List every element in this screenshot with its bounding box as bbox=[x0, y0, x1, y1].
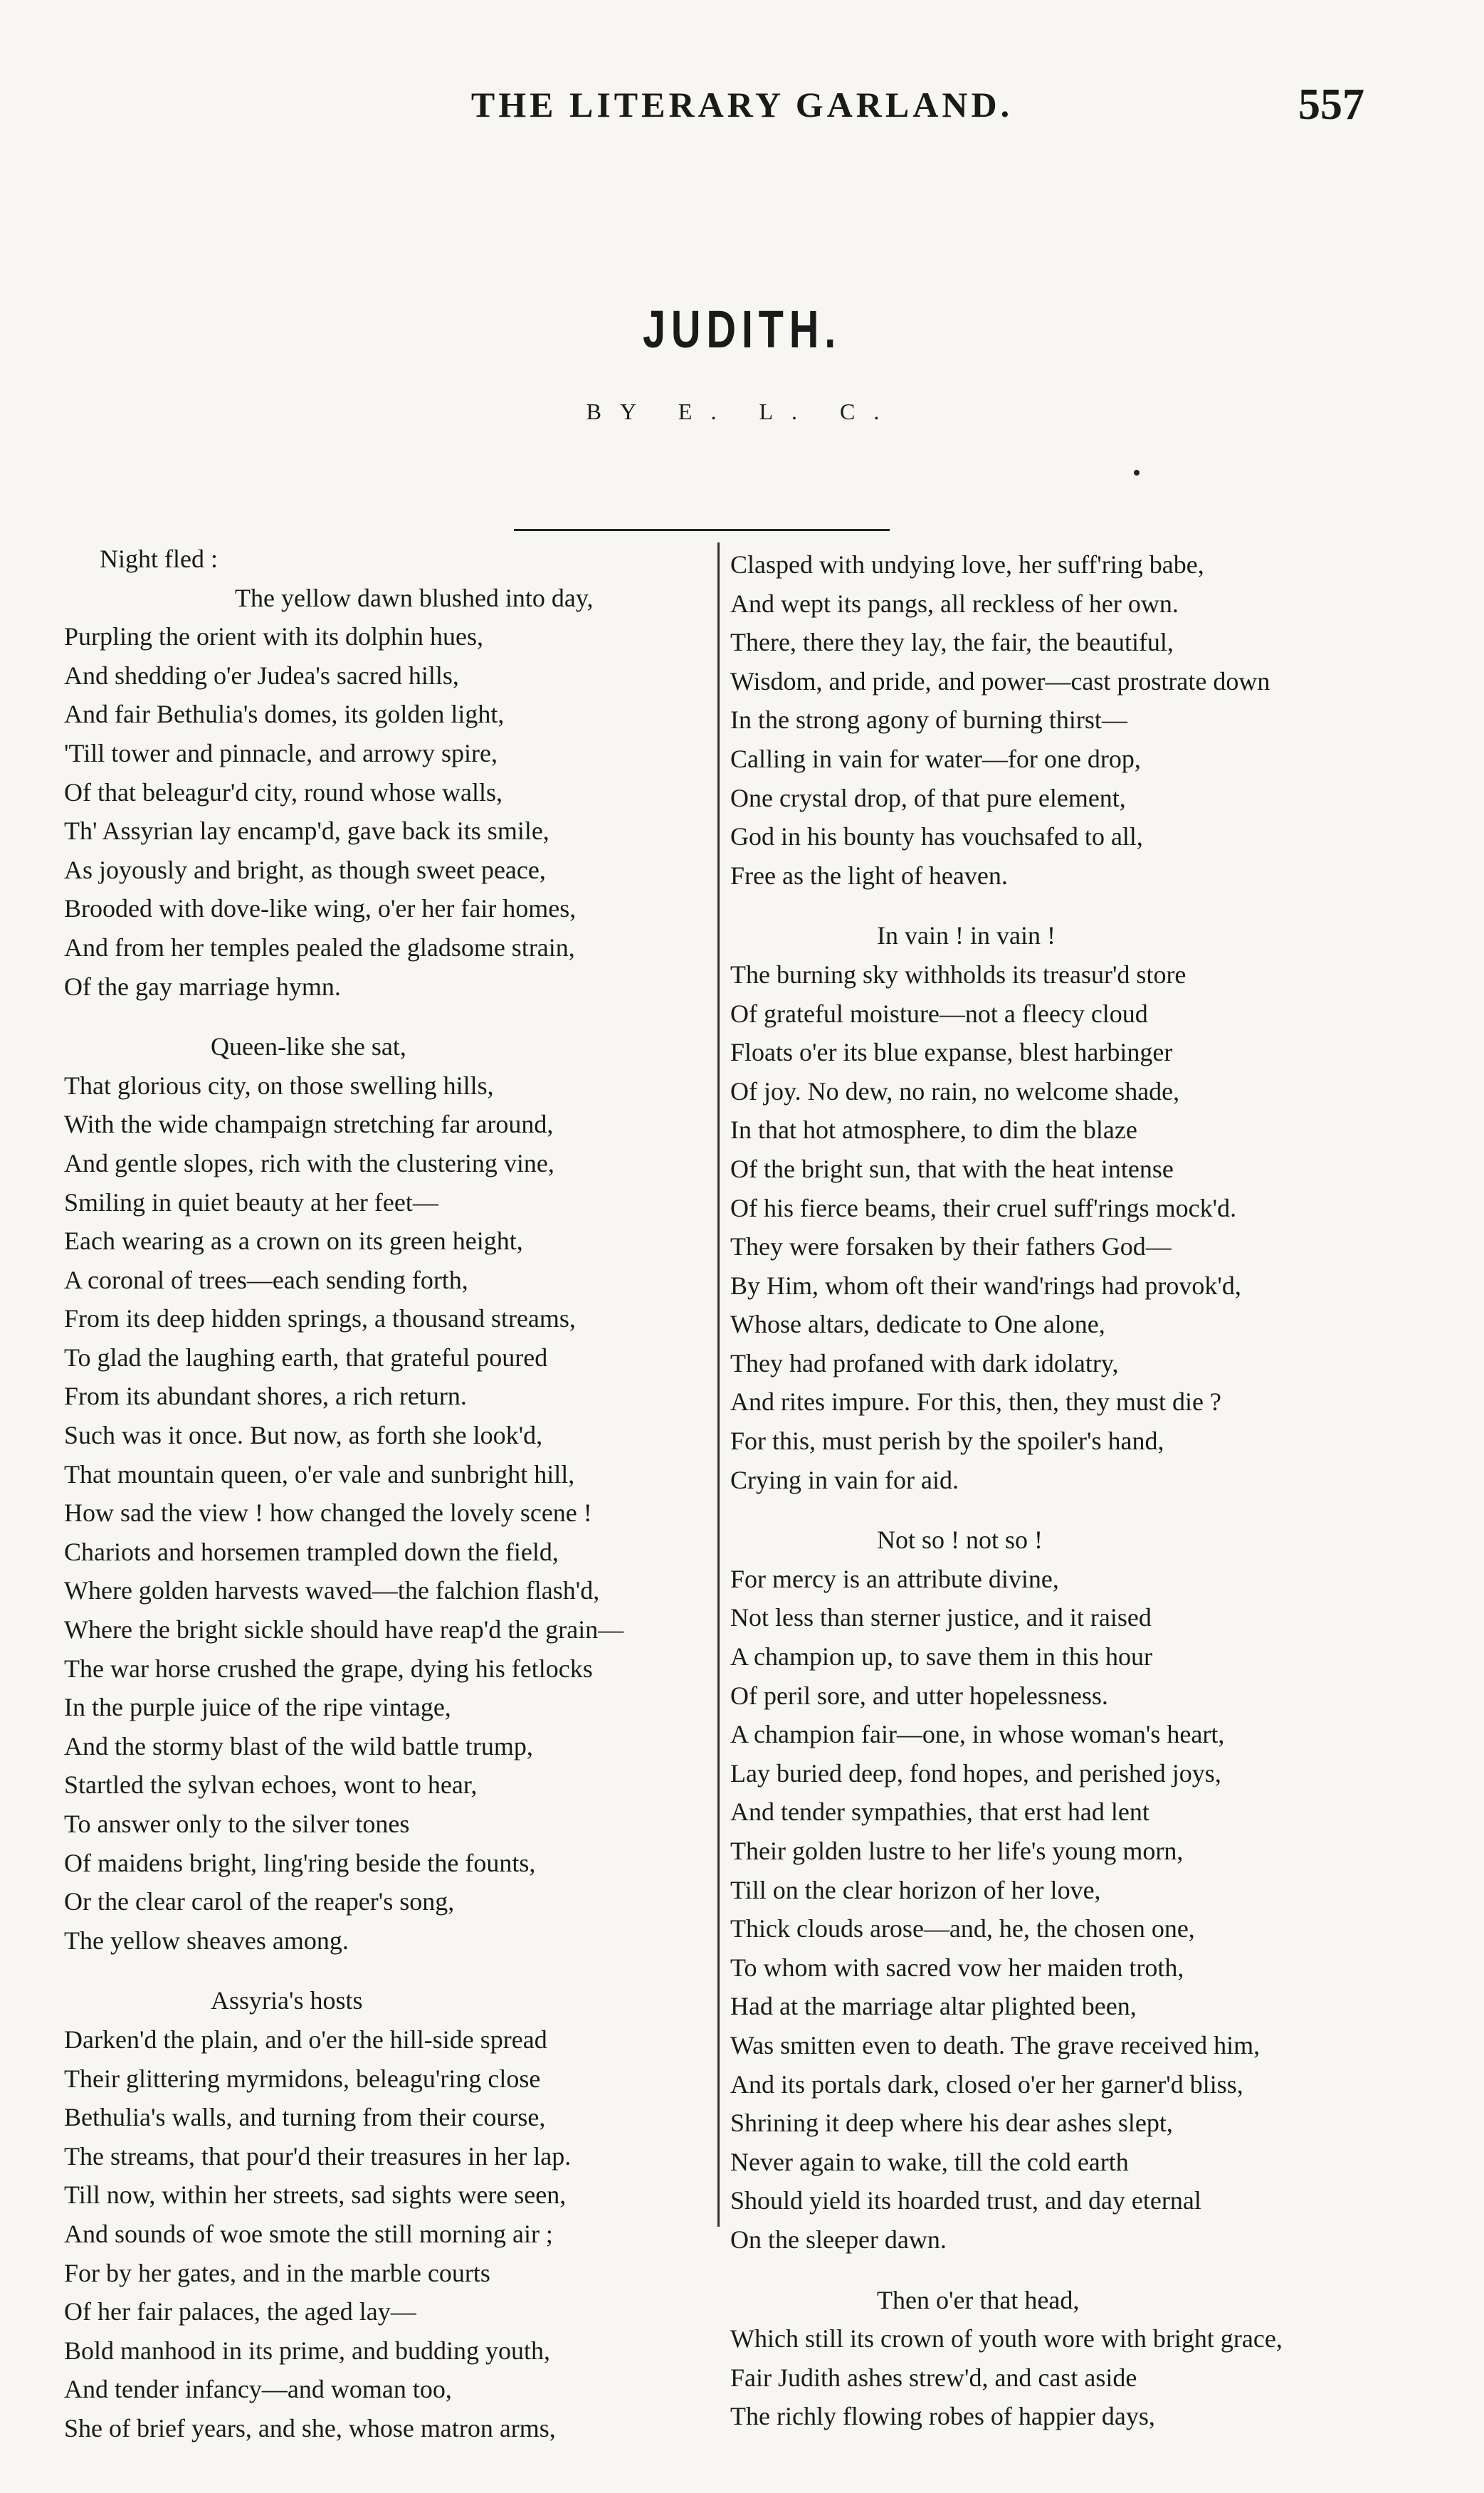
verse-line: God in his bounty has vouchsafed to all, bbox=[730, 822, 1143, 851]
verse-line: On the sleeper dawn. bbox=[730, 2225, 947, 2254]
verse-line: Bethulia's walls, and turning from their course, bbox=[64, 2103, 546, 2132]
verse-line: From its deep hidden springs, a thousand streams, bbox=[64, 1304, 576, 1333]
verse-line: And its portals dark, closed o'er her garner'd bliss, bbox=[730, 2069, 1243, 2099]
verse-line: And gentle slopes, rich with the clustering vine, bbox=[64, 1148, 554, 1177]
verse-line: And from her temples pealed the gladsome strain, bbox=[64, 933, 575, 962]
verse-line: Should yield its hoarded trust, and day eternal bbox=[730, 2186, 1201, 2215]
column-divider bbox=[717, 542, 720, 2227]
verse-line: And wept its pangs, all reckless of her own. bbox=[730, 589, 1179, 618]
verse-line: Queen-like she sat, bbox=[211, 1032, 406, 1061]
verse-line: A coronal of trees—each sending forth, bbox=[64, 1265, 468, 1294]
verse-line: Whose altars, dedicate to One alone, bbox=[730, 1310, 1105, 1339]
verse-line: Clasped with undying love, her suff'ring babe, bbox=[730, 550, 1204, 579]
verse-line: Never again to wake, till the cold earth bbox=[730, 2147, 1129, 2176]
verse-line: That glorious city, on those swelling hills, bbox=[64, 1071, 494, 1100]
verse-line: They were forsaken by their fathers God— bbox=[730, 1232, 1172, 1261]
verse-line: That mountain queen, o'er vale and sunbright hill, bbox=[64, 1459, 575, 1489]
verse-line: The burning sky withholds its treasur'd store bbox=[730, 960, 1186, 989]
verse-line: Where the bright sickle should have reap'd the grain— bbox=[64, 1615, 624, 1644]
verse-line: Of the bright sun, that with the heat intense bbox=[730, 1154, 1174, 1183]
verse-line: A champion fair—one, in whose woman's heart, bbox=[730, 1720, 1225, 1749]
verse-line: In the strong agony of burning thirst— bbox=[730, 705, 1127, 735]
poem-byline: BY E. L. C. bbox=[586, 399, 898, 424]
verse-line: Or the clear carol of the reaper's song, bbox=[64, 1887, 455, 1916]
verse-line: Fair Judith ashes strew'd, and cast aside bbox=[730, 2363, 1137, 2392]
verse-line: Of grateful moisture—not a fleecy cloud bbox=[730, 999, 1148, 1028]
verse-line: Which still its crown of youth wore with bright grace, bbox=[730, 2324, 1283, 2353]
verse-line: Free as the light of heaven. bbox=[730, 861, 1008, 890]
verse-line: Of that beleagur'd city, round whose walls, bbox=[64, 777, 502, 807]
left-column bbox=[64, 540, 705, 2448]
verse-line: To whom with sacred vow her maiden troth, bbox=[730, 1953, 1184, 1982]
title-rule bbox=[514, 529, 890, 531]
verse-line: A champion up, to save them in this hour bbox=[730, 1642, 1152, 1671]
verse-line: And tender sympathies, that erst had lent bbox=[730, 1797, 1149, 1827]
verse-line: In the purple juice of the ripe vintage, bbox=[64, 1693, 451, 1722]
verse-line: Of maidens bright, ling'ring beside the founts, bbox=[64, 1848, 536, 1877]
verse-line: And rites impure. For this, then, they must die ? bbox=[730, 1387, 1221, 1417]
verse-line: And fair Bethulia's domes, its golden light, bbox=[64, 700, 505, 729]
verse-line: There, there they lay, the fair, the beautiful, bbox=[730, 628, 1174, 657]
verse-line: Was smitten even to death. The grave received him, bbox=[730, 2030, 1261, 2059]
verse-line: Brooded with dove-like wing, o'er her fair homes, bbox=[64, 894, 577, 923]
verse-line: In that hot atmosphere, to dim the blaze bbox=[730, 1116, 1137, 1145]
verse-line: Their glittering myrmidons, beleagu'ring close bbox=[64, 2064, 541, 2093]
verse-line: How sad the view ! how changed the lovely scene ! bbox=[64, 1499, 592, 1528]
verse-line: She of brief years, and she, whose matron arms, bbox=[64, 2413, 556, 2442]
verse-line: The streams, that pour'd their treasures in her lap. bbox=[64, 2141, 572, 2171]
verse-line: Wisdom, and pride, and power—cast prostrate down bbox=[730, 666, 1270, 696]
verse-line: Of her fair palaces, the aged lay— bbox=[64, 2297, 416, 2326]
verse-line: Such was it once. But now, as forth she look'd, bbox=[64, 1421, 543, 1450]
verse-line: Till now, within her streets, sad sights were seen, bbox=[64, 2180, 567, 2210]
verse-line: Shrining it deep where his dear ashes slept, bbox=[730, 2109, 1173, 2138]
verse-line: Where golden harvests waved—the falchion flash'd, bbox=[64, 1576, 600, 1605]
verse-line: 'Till tower and pinnacle, and arrowy spire, bbox=[64, 738, 498, 767]
verse-line: Th' Assyrian lay encamp'd, gave back its smile, bbox=[64, 817, 549, 846]
verse-line: For mercy is an attribute divine, bbox=[730, 1564, 1059, 1593]
verse-line: Floats o'er its blue expanse, blest harbinger bbox=[730, 1038, 1173, 1067]
verse-line: Of the gay marriage hymn. bbox=[64, 972, 341, 1001]
verse-line: Not less than sterner justice, and it raised bbox=[730, 1603, 1152, 1632]
verse-line: Chariots and horsemen trampled down the field, bbox=[64, 1537, 559, 1566]
verse-line: From its abundant shores, a rich return. bbox=[64, 1382, 467, 1411]
verse-line: As joyously and bright, as though sweet peace, bbox=[64, 855, 546, 884]
verse-line: Till on the clear horizon of her love, bbox=[730, 1875, 1101, 1904]
verse-line: The war horse crushed the grape, dying his fetlocks bbox=[64, 1654, 593, 1683]
journal-title: THE LITERARY GARLAND. bbox=[470, 85, 1014, 125]
page-number: 557 bbox=[1298, 80, 1364, 129]
verse-line: The yellow dawn blushed into day, bbox=[235, 583, 594, 612]
print-speck bbox=[1134, 470, 1140, 476]
verse-line: To answer only to the silver tones bbox=[64, 1810, 410, 1838]
right-column bbox=[730, 545, 1414, 2436]
verse-line: Smiling in quiet beauty at her feet— bbox=[64, 1187, 438, 1217]
verse-line: For by her gates, and in the marble courts bbox=[64, 2258, 490, 2287]
verse-line: And the stormy blast of the wild battle trump, bbox=[64, 1731, 533, 1760]
verse-line: Of peril sore, and utter hopelessness. bbox=[730, 1681, 1108, 1710]
verse-line: Of joy. No dew, no rain, no welcome shade, bbox=[730, 1076, 1180, 1106]
verse-line: Purpling the orient with its dolphin hues, bbox=[64, 622, 483, 651]
verse-line: By Him, whom oft their wand'rings had provok'd, bbox=[730, 1271, 1241, 1300]
verse-line: Then o'er that head, bbox=[877, 2285, 1080, 2314]
verse-line: With the wide champaign stretching far around, bbox=[64, 1110, 554, 1139]
verse-line: Lay buried deep, fond hopes, and perished joys, bbox=[730, 1758, 1221, 1788]
verse-line: Not so ! not so ! bbox=[877, 1526, 1043, 1555]
verse-line: For this, must perish by the spoiler's hand, bbox=[730, 1427, 1164, 1456]
verse-line: Of his fierce beams, their cruel suff'rings mock'd. bbox=[730, 1193, 1237, 1222]
running-head bbox=[0, 80, 1484, 141]
verse-line: The richly flowing robes of happier days, bbox=[730, 2402, 1155, 2431]
poem-title: JUDITH. bbox=[642, 300, 842, 359]
verse-line: Thick clouds arose—and, he, the chosen one, bbox=[730, 1914, 1195, 1943]
verse-line: Had at the marriage altar plighted been, bbox=[730, 1992, 1137, 2021]
verse-line: And tender infancy—and woman too, bbox=[64, 2375, 452, 2404]
verse-line: Assyria's hosts bbox=[211, 1986, 363, 2015]
verse-line: Calling in vain for water—for one drop, bbox=[730, 744, 1141, 773]
verse-line: Crying in vain for aid. bbox=[730, 1465, 959, 1494]
verse-line: And shedding o'er Judea's sacred hills, bbox=[64, 661, 459, 690]
verse-line: To glad the laughing earth, that grateful poured bbox=[64, 1343, 548, 1372]
verse-line: They had profaned with dark idolatry, bbox=[730, 1348, 1119, 1377]
verse-line: Their golden lustre to her life's young morn, bbox=[730, 1837, 1184, 1865]
verse-line: The yellow sheaves among. bbox=[64, 1926, 349, 1955]
verse-line: One crystal drop, of that pure element, bbox=[730, 783, 1126, 812]
verse-line: Bold manhood in its prime, and budding youth, bbox=[64, 2336, 550, 2365]
verse-line: In vain ! in vain ! bbox=[877, 921, 1056, 950]
verse-line: Each wearing as a crown on its green height, bbox=[64, 1227, 523, 1256]
verse-line: Startled the sylvan echoes, wont to hear, bbox=[64, 1770, 478, 1800]
verse-line: Darken'd the plain, and o'er the hill-side spread bbox=[64, 2025, 547, 2054]
verse-line: Night fled : bbox=[100, 545, 218, 573]
verse-line: And sounds of woe smote the still morning air ; bbox=[64, 2219, 553, 2248]
